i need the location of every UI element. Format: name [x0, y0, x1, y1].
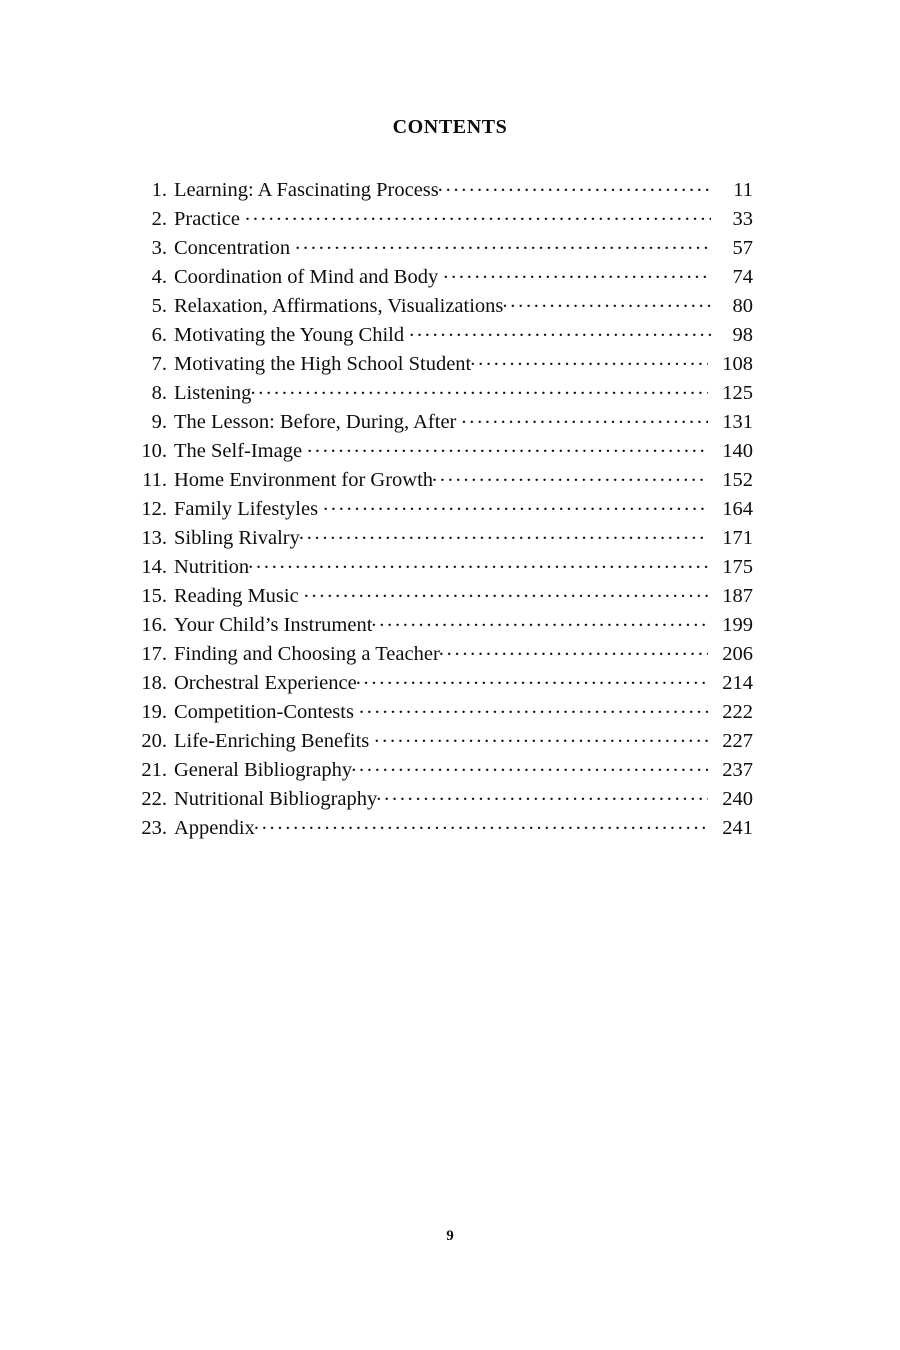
toc-entry-number: 3.	[151, 236, 167, 259]
toc-entry[interactable]	[133, 320, 753, 349]
toc-entry[interactable]	[133, 262, 753, 291]
toc-entry[interactable]	[133, 378, 753, 407]
toc-entry-title: Nutritional Bibliography	[174, 787, 378, 810]
toc-entry-page-number: 33	[732, 207, 753, 230]
toc-entry-number: 15.	[141, 584, 167, 607]
toc-entry-number: 4.	[151, 265, 167, 288]
toc-leader-dots	[376, 784, 708, 805]
toc-leader-dots	[374, 726, 708, 747]
toc-entry-number: 2.	[151, 207, 167, 230]
toc-leader-dots	[351, 755, 708, 776]
toc-entry-page-number: 125	[722, 381, 753, 404]
toc-entry-page-number: 240	[722, 787, 753, 810]
toc-entry[interactable]	[133, 349, 753, 378]
toc-leader-dots	[432, 465, 708, 486]
toc-entry-number: 21.	[141, 758, 167, 781]
toc-entry-title: Competition-Contests	[174, 700, 354, 723]
toc-entry-page-number: 74	[732, 265, 753, 288]
toc-entry-number: 19.	[141, 700, 167, 723]
toc-entry[interactable]	[133, 291, 753, 320]
toc-entry-page-number: 80	[732, 294, 753, 317]
toc-entry[interactable]	[133, 407, 753, 436]
toc-entry[interactable]	[133, 639, 753, 668]
toc-entry-title: Finding and Choosing a Teacher	[174, 642, 440, 665]
toc-entry-page-number: 11	[733, 178, 753, 201]
toc-entry-page-number: 152	[722, 468, 753, 491]
table-of-contents-list	[133, 175, 753, 842]
toc-entry-number: 23.	[141, 816, 167, 839]
toc-entry[interactable]	[133, 784, 753, 813]
toc-entry-title: Concentration	[174, 236, 291, 259]
toc-entry-number: 6.	[151, 323, 167, 346]
toc-entry-title: Appendix	[174, 816, 255, 839]
toc-entry-page-number: 131	[722, 410, 753, 433]
toc-entry-number: 18.	[141, 671, 167, 694]
page-number-folio: 9	[446, 1228, 454, 1244]
toc-entry[interactable]	[133, 610, 753, 639]
toc-leader-dots	[245, 204, 711, 225]
toc-leader-dots	[371, 610, 708, 631]
toc-entry-number: 8.	[151, 381, 167, 404]
toc-entry[interactable]	[133, 204, 753, 233]
toc-entry-number: 9.	[151, 410, 167, 433]
toc-entry-page-number: 140	[722, 439, 753, 462]
toc-entry-number: 11.	[142, 468, 167, 491]
toc-entry[interactable]	[133, 175, 753, 204]
toc-entry-page-number: 214	[722, 671, 753, 694]
toc-entry-number: 10.	[141, 439, 167, 462]
toc-entry-page-number: 57	[732, 236, 753, 259]
toc-leader-dots	[323, 494, 708, 515]
toc-entry[interactable]	[133, 581, 753, 610]
toc-entry-title: Motivating the Young Child	[174, 323, 405, 346]
toc-entry-page-number: 222	[722, 700, 753, 723]
toc-entry-title: The Lesson: Before, During, After	[174, 410, 457, 433]
toc-entry-number: 13.	[141, 526, 167, 549]
toc-entry-page-number: 98	[732, 323, 753, 346]
toc-entry-title: Motivating the High School Student	[174, 352, 472, 375]
toc-leader-dots	[295, 233, 711, 254]
toc-entry-page-number: 171	[722, 526, 753, 549]
toc-entry-title: Orchestral Experience	[174, 671, 357, 694]
page-title: CONTENTS	[392, 116, 508, 138]
toc-entry-title: Your Child’s Instrument	[174, 613, 373, 636]
toc-entry[interactable]	[133, 813, 753, 842]
toc-leader-dots	[299, 523, 708, 544]
toc-entry[interactable]	[133, 755, 753, 784]
toc-leader-dots	[304, 581, 708, 602]
toc-entry[interactable]	[133, 494, 753, 523]
toc-leader-dots	[502, 291, 711, 312]
toc-entry-title: Life-Enriching Benefits	[174, 729, 370, 752]
toc-leader-dots	[356, 668, 708, 689]
toc-entry[interactable]	[133, 465, 753, 494]
toc-entry-page-number: 175	[722, 555, 753, 578]
toc-entry-title: Family Lifestyles	[174, 497, 319, 520]
toc-entry-title: Learning: A Fascinating Process	[174, 178, 439, 201]
toc-entry-number: 20.	[141, 729, 167, 752]
toc-leader-dots	[359, 697, 708, 718]
toc-entry-title: Coordination of Mind and Body	[174, 265, 439, 288]
toc-entry-page-number: 187	[722, 584, 753, 607]
toc-leader-dots	[461, 407, 708, 428]
toc-entry-number: 5.	[151, 294, 167, 317]
toc-entry-number: 1.	[151, 178, 167, 201]
toc-entry-title: Relaxation, Affirmations, Visualizations	[174, 294, 504, 317]
toc-entry-page-number: 237	[722, 758, 753, 781]
toc-entry[interactable]	[133, 233, 753, 262]
toc-entry[interactable]	[133, 436, 753, 465]
toc-leader-dots	[254, 813, 708, 834]
toc-entry-number: 7.	[151, 352, 167, 375]
toc-entry-number: 12.	[141, 497, 167, 520]
toc-entry-title: Listening	[174, 381, 252, 404]
toc-entry-number: 17.	[141, 642, 167, 665]
toc-entry-title: Sibling Rivalry	[174, 526, 300, 549]
toc-entry-title: General Bibliography	[174, 758, 353, 781]
toc-entry[interactable]	[133, 726, 753, 755]
toc-entry-title: Home Environment for Growth	[174, 468, 434, 491]
toc-entry-page-number: 164	[722, 497, 753, 520]
toc-leader-dots	[443, 262, 711, 283]
toc-entry-title: The Self-Image	[174, 439, 303, 462]
toc-entry-number: 16.	[141, 613, 167, 636]
toc-entry-number: 22.	[141, 787, 167, 810]
toc-entry-page-number: 227	[722, 729, 753, 752]
toc-entry-page-number: 206	[722, 642, 753, 665]
toc-entry-page-number: 241	[722, 816, 753, 839]
toc-entry[interactable]	[133, 697, 753, 726]
toc-entry[interactable]	[133, 523, 753, 552]
toc-leader-dots	[307, 436, 708, 457]
toc-leader-dots	[438, 175, 711, 196]
toc-entry-title: Practice	[174, 207, 241, 230]
toc-entry-number: 14.	[141, 555, 167, 578]
toc-leader-dots	[409, 320, 711, 341]
toc-entry-title: Nutrition	[174, 555, 250, 578]
toc-leader-dots	[470, 349, 708, 370]
toc-leader-dots	[248, 552, 708, 573]
toc-leader-dots	[250, 378, 708, 399]
toc-entry[interactable]	[133, 552, 753, 581]
toc-entry-page-number: 199	[722, 613, 753, 636]
toc-entry-page-number: 108	[722, 352, 753, 375]
toc-entry[interactable]	[133, 668, 753, 697]
toc-entry-title: Reading Music	[174, 584, 299, 607]
toc-leader-dots	[439, 639, 708, 660]
